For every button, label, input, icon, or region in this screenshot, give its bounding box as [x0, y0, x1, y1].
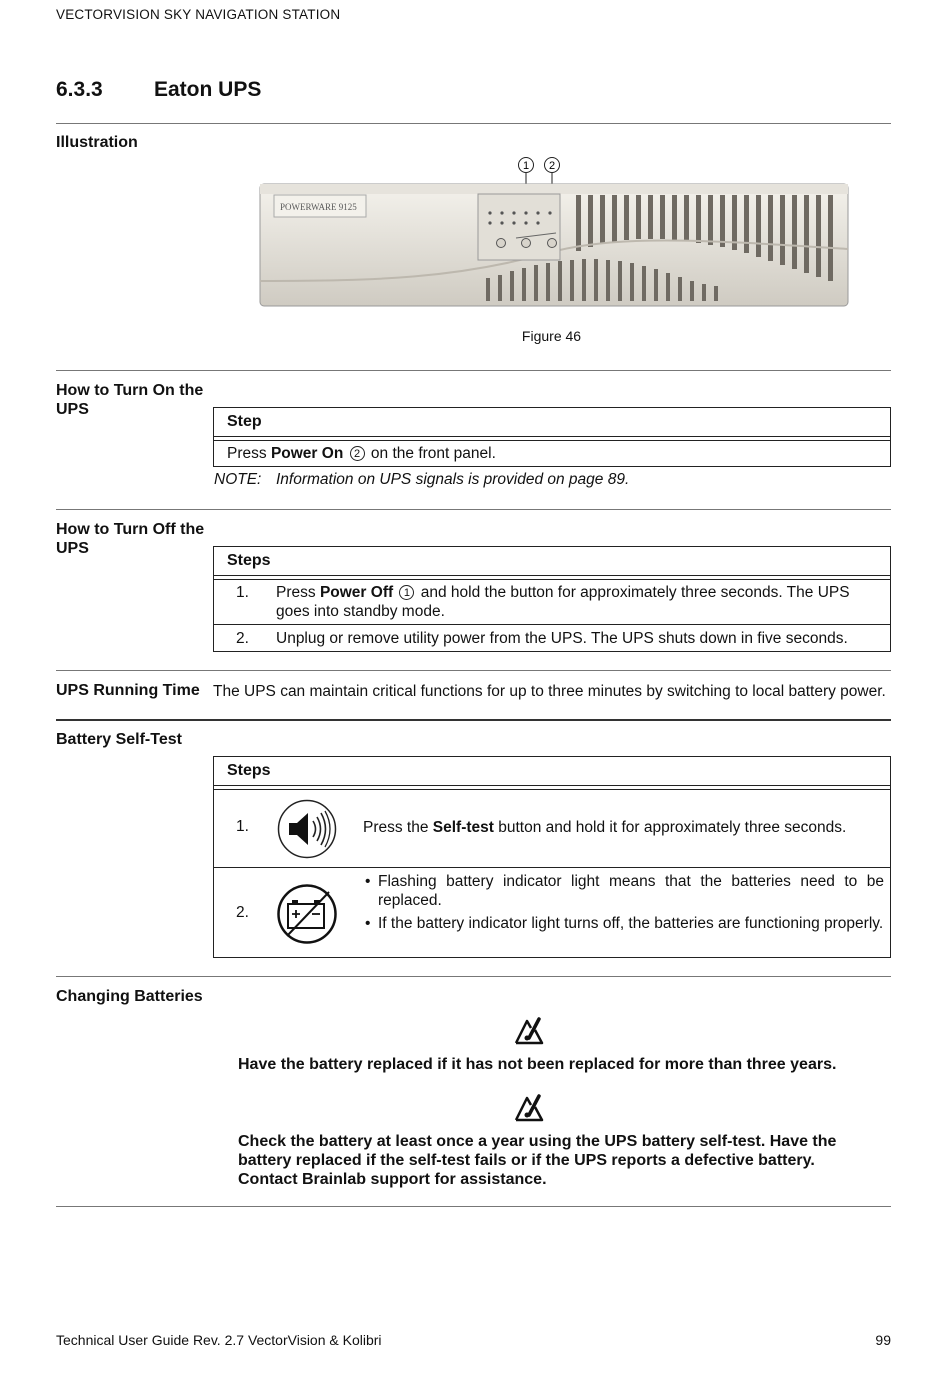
table-row [214, 580, 890, 624]
table-row [214, 441, 890, 463]
step-text [363, 818, 883, 837]
warning-text: Have the battery replaced if it has not been replaced for more than three years. [238, 1056, 837, 1073]
section-number: 6.3.3 [56, 78, 103, 101]
turn-off-label: How to Turn Off the UPS [56, 521, 205, 557]
section-title: Eaton UPS [154, 78, 262, 101]
changing-batteries-label: Changing Batteries [56, 988, 203, 1005]
step-text-prefix: Press the [363, 819, 433, 836]
page-number: 99 [875, 1332, 891, 1348]
battery-crossed-icon [277, 884, 337, 944]
divider [56, 670, 891, 671]
table-header: Steps [227, 762, 271, 779]
step-text: and hold the button for approximately three seconds. The UPS goes into standby mode. [276, 584, 850, 620]
step-number: 1. [236, 818, 249, 835]
figure-caption: Figure 46 [521, 328, 582, 344]
running-time-text: The UPS can maintain critical functions for up to three minutes by switching to local battery power. [213, 683, 886, 700]
step-number: 2. [236, 904, 249, 921]
ups-device-illustration [258, 153, 850, 309]
step-text: Unplug or remove utility power from the UPS. The UPS shuts down in five seconds. [276, 630, 848, 647]
note-key: NOTE: [214, 471, 262, 488]
illustration-label: Illustration [56, 134, 138, 151]
bullet-list [363, 872, 884, 933]
callout-2: 2 [548, 160, 556, 172]
step-text: on the front panel. [366, 445, 496, 462]
power-on-term: Power On [270, 445, 344, 462]
self-test-label: Battery Self-Test [56, 731, 182, 748]
note [214, 471, 629, 489]
step-number: 1. [236, 584, 249, 601]
turn-on-table [213, 407, 891, 467]
self-test-term: Self-test [432, 819, 494, 836]
table-row [214, 790, 890, 867]
callout-ref: 1 [399, 585, 414, 600]
power-off-term: Power Off [319, 584, 394, 601]
table-row [214, 867, 890, 957]
step-number: 2. [236, 630, 249, 647]
step-text: Press [276, 584, 320, 601]
step-text: Press [227, 445, 271, 462]
warning-text: Check the battery at least once a year using the UPS battery self-test. Have the battery replaced if the self-test fails or if the UPS reports a defective battery. Contact Brainlab support for assistance. [238, 1133, 837, 1188]
divider [56, 976, 891, 977]
table-header: Step [227, 413, 262, 430]
running-time-label: UPS Running Time [56, 682, 200, 699]
running-header: VECTORVISION SKY NAVIGATION STATION [56, 7, 341, 22]
divider [56, 370, 891, 371]
caution-hand-icon [513, 1016, 545, 1046]
table-row [214, 624, 890, 652]
list-item: • If the battery indicator light turns off, the batteries are functioning properly. [363, 914, 884, 933]
caution-hand-icon [513, 1093, 545, 1123]
list-item: • Flashing battery indicator light means that the batteries need to be replaced. [363, 872, 884, 910]
device-brand: POWERWARE 9125 [280, 202, 357, 212]
note-text: Information on UPS signals is provided on page 89. [276, 471, 630, 488]
divider [56, 719, 891, 721]
callout-ref: 2 [350, 446, 365, 461]
table-header: Steps [227, 552, 271, 569]
divider [56, 509, 891, 510]
self-test-table [213, 756, 891, 958]
turn-on-label: How to Turn On the UPS [56, 382, 204, 418]
footer-title: Technical User Guide Rev. 2.7 VectorVision & Kolibri [56, 1332, 382, 1348]
divider [56, 123, 891, 124]
callout-1: 1 [522, 160, 530, 172]
turn-off-table [213, 546, 891, 652]
speaker-icon [277, 799, 337, 859]
step-text-suffix: button and hold it for approximately three seconds. [493, 819, 847, 836]
divider [56, 1206, 891, 1207]
